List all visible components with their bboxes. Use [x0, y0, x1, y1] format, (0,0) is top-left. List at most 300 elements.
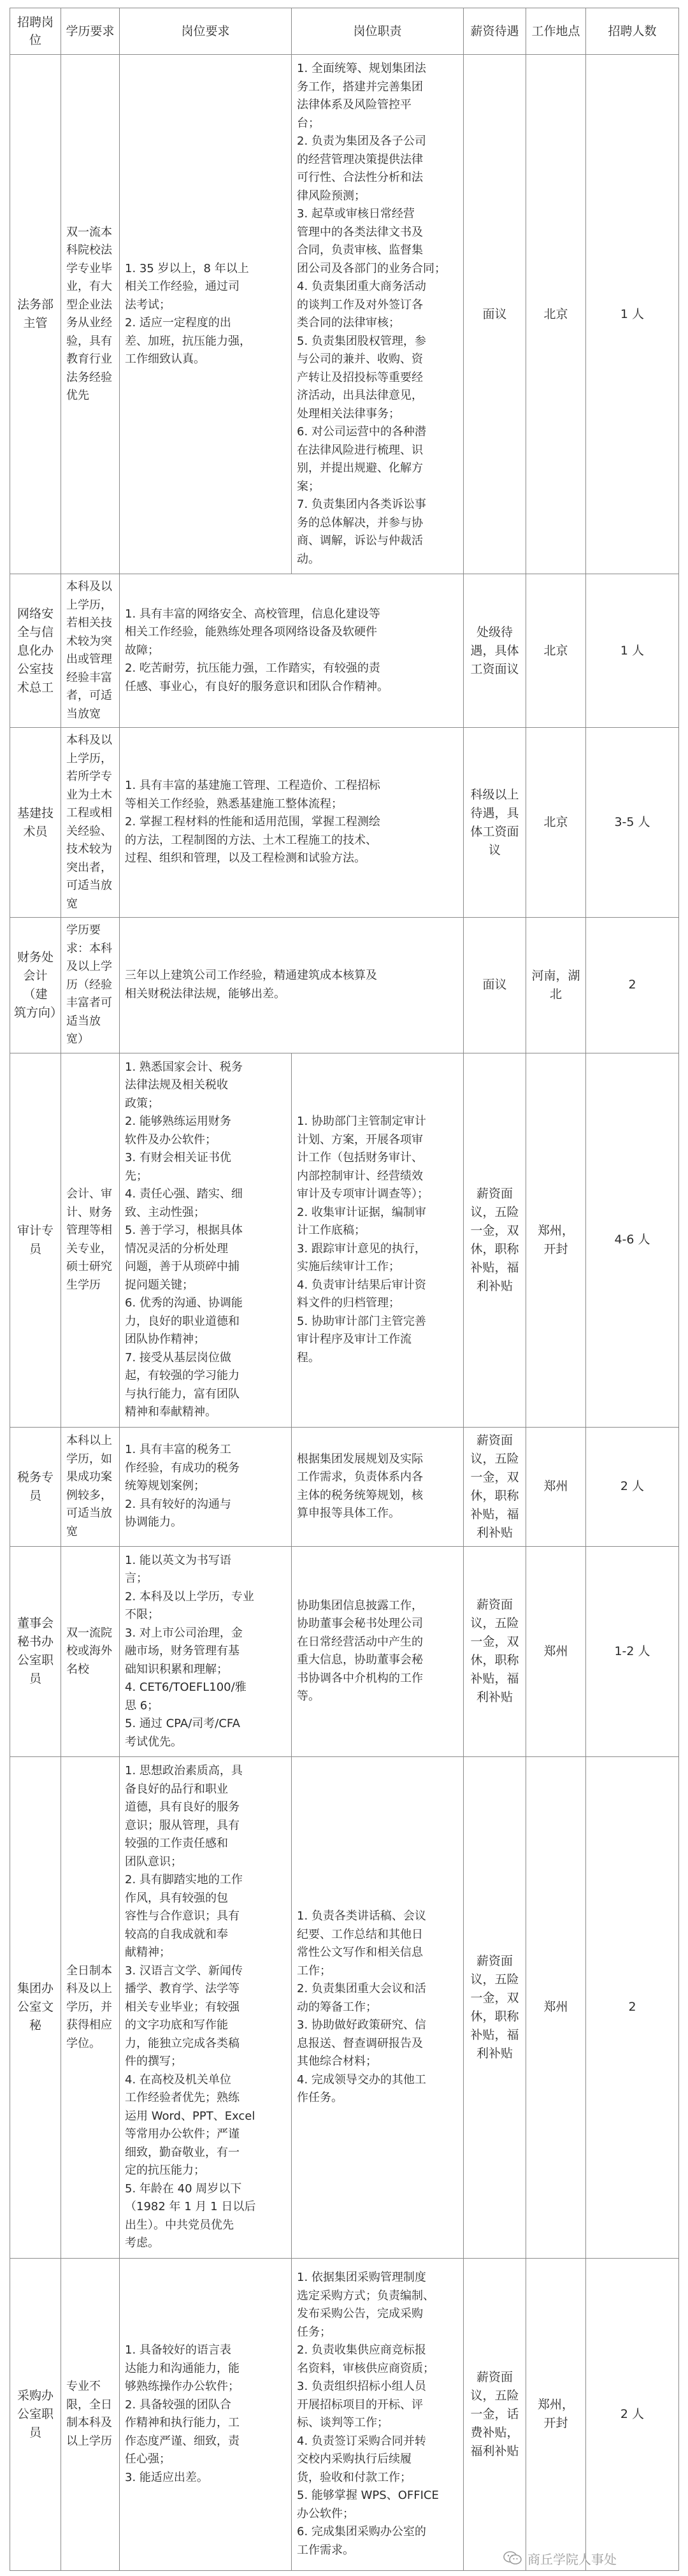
cell-line: 3. 能适应出差。	[125, 2470, 208, 2484]
cell-line: 适当放	[66, 1014, 101, 1028]
cell-duties	[292, 1427, 464, 1546]
cell-line: 处级待	[476, 625, 513, 639]
cell-line: 4. 在高校及机关单位	[125, 2073, 231, 2087]
cell-line: 宽）	[66, 1032, 89, 1046]
cell-line: 管理中的各类法律文书及	[297, 225, 423, 239]
cell-line: 息化办	[17, 643, 54, 658]
cell-line: 2. 负责收集供应商竞标报	[297, 2343, 426, 2357]
cell-line: 郑州	[543, 1479, 568, 1493]
cell-line: 河南，湖	[531, 968, 580, 983]
recruitment-table	[10, 8, 679, 2571]
cell-line: 作风，具有较强的包	[125, 1891, 228, 1905]
cell-line: 政策；	[125, 1096, 159, 1110]
cell-line: 员	[29, 2425, 41, 2440]
cell-line: 公室技	[17, 662, 54, 676]
cell-line: 开封	[543, 2416, 568, 2430]
cell-line: 2. 负责为集团及各子公司	[297, 134, 426, 148]
cell-line: 4. 负责集团重大商务活动	[297, 280, 426, 293]
header-label: 岗位要求	[181, 24, 230, 38]
cell-line: 商、调解，诉讼与仲裁活	[297, 534, 423, 547]
cell-line: 若所学专	[66, 770, 112, 783]
cell-line: 休，职称	[470, 1241, 519, 1256]
cell-line: 面议	[482, 978, 507, 992]
table-row	[10, 2258, 679, 2570]
cell-line: 作态度严谨、细致，责	[125, 2434, 240, 2448]
cell-line: 7. 负责集团内各类诉讼事	[297, 498, 426, 511]
cell-position	[10, 55, 61, 574]
cell-line: 6. 对公司运营中的各种潜	[297, 425, 426, 438]
cell-line: 料文件的归档管理；	[297, 1296, 400, 1310]
cell-line: 科院校法	[66, 243, 112, 257]
cell-line: 学历，如	[66, 1452, 112, 1466]
cell-line: 计、财务	[66, 1205, 112, 1219]
cell-line: 学位。	[66, 2036, 101, 2050]
watermark	[503, 2547, 617, 2570]
cell-line: 动的筹备工作；	[297, 2000, 377, 2014]
cell-duties	[292, 1757, 464, 2259]
cell-position	[10, 728, 61, 918]
cell-line: 体工资面	[470, 824, 519, 839]
cell-line: 容性与合作意识；具有	[125, 1909, 240, 1923]
table-body	[10, 55, 679, 2571]
cell-line: 审计及专项审计调查等）；	[297, 1187, 429, 1201]
cell-line: 利补贴	[476, 1690, 513, 1705]
cell-line: 道德，具有良好的服务	[125, 1800, 240, 1814]
cell-line: 根据集团发展规划及实际	[297, 1452, 423, 1466]
cell-requirements	[120, 55, 292, 574]
cell-line: 休，职称	[470, 1488, 519, 1503]
cell-line: 郑州	[543, 1644, 568, 1658]
cell-line: 达能力和沟通能力，能	[125, 2361, 240, 2375]
cell-count	[586, 1427, 679, 1546]
table-row	[10, 728, 679, 918]
cell-requirements	[120, 1427, 292, 1546]
cell-line: 2. 掌握工程材料的性能和适用范围，掌握工程测绘	[125, 815, 380, 829]
cell-line: 相关专业毕业；有较强	[125, 2000, 240, 2014]
cell-line: 1. 具有丰富的基建施工管理、工程造价、工程招标	[125, 779, 380, 793]
header-label: 工作地点	[531, 24, 580, 38]
cell-line: 5. 负责集团股权管理，参	[297, 334, 426, 348]
cell-line: 郑州	[543, 2000, 568, 2015]
cell-line: 管理等相	[66, 1224, 112, 1237]
cell-line: 力，良好的职业道德和	[125, 1314, 240, 1328]
cell-line: 3. 负责组织招标小组人员	[297, 2380, 426, 2393]
cell-line: 审计程序及审计工作流	[297, 1333, 412, 1346]
cell-line: 法考试；	[125, 298, 171, 312]
cell-line: 术总工	[17, 680, 54, 695]
cell-line: 生学历	[66, 1278, 101, 1292]
cell-location	[526, 918, 586, 1053]
cell-line: 律风险预测；	[297, 189, 366, 203]
cell-line: 议，五险	[470, 1972, 519, 1986]
cell-duties	[292, 55, 464, 574]
cell-line: 开封	[543, 1241, 568, 1256]
cell-line: 北京	[543, 307, 568, 321]
cell-line: 技术较为	[66, 843, 112, 856]
cell-line: 先；	[125, 1169, 148, 1183]
cell-line: 法务经验	[66, 370, 112, 384]
cell-line: 北京	[543, 815, 568, 829]
cell-position	[10, 574, 61, 728]
cell-location	[526, 1757, 586, 2259]
cell-line: 校或海外	[66, 1644, 112, 1658]
cell-line: 与执行能力，富有团队	[125, 1387, 240, 1401]
cell-line: 1-2 人	[614, 1644, 650, 1658]
cell-line: 利补贴	[476, 2046, 513, 2060]
cell-line: 术员	[23, 824, 48, 839]
cell-line: 作经验，有成功的税务	[125, 1461, 240, 1475]
cell-line: 限，全日	[66, 2398, 112, 2412]
cell-line: 融市场，财务管理有基	[125, 1644, 240, 1658]
table-row	[10, 918, 679, 1053]
table-row	[10, 55, 679, 574]
cell-line: 补贴，福	[470, 2027, 519, 2042]
cell-requirements	[120, 1546, 292, 1757]
cell-line: 产转让及招投标等重要经	[297, 370, 423, 384]
cell-line: 差、加班，抗压能力强，	[125, 334, 251, 348]
cell-line: 定的抗压能力；	[125, 2164, 205, 2177]
cell-line: 2 人	[620, 1479, 645, 1493]
cell-line: 问题，善于从琐碎中捕	[125, 1260, 240, 1273]
cell-duties	[292, 1053, 464, 1427]
cell-line: 者，可适	[66, 689, 112, 702]
cell-location	[526, 55, 586, 574]
cell-line: 优先	[66, 389, 89, 402]
cell-line: 计工作底稿；	[297, 1224, 366, 1237]
cell-requirements	[120, 1757, 292, 2259]
cell-position	[10, 918, 61, 1053]
cell-line: 务从业经	[66, 316, 112, 329]
cell-line: 上学历，	[66, 598, 112, 612]
cell-count	[586, 728, 679, 918]
cell-line: 员	[29, 1488, 41, 1503]
cell-line: 相关财税法律法规，能够出差。	[125, 987, 285, 1001]
cell-line: 集团办	[17, 1981, 54, 1996]
cell-line: 法律体系及风险管控平	[297, 98, 412, 112]
cell-count	[586, 1546, 679, 1757]
cell-education	[61, 1546, 120, 1757]
cell-line: 薪资面	[476, 1186, 513, 1201]
cell-education	[61, 2258, 120, 2570]
cell-line: 在法律风险进行梳理、识	[297, 443, 423, 457]
cell-line: 协助董事会秘书处理公司	[297, 1617, 423, 1631]
cell-line: 上学历，	[66, 751, 112, 765]
cell-line: 求：本科	[66, 941, 112, 955]
cell-line: 等相关工作经验，熟悉基建施工整体流程；	[125, 797, 343, 811]
cell-salary	[464, 574, 526, 728]
cell-line: 法务部	[17, 298, 54, 312]
cell-line: 利补贴	[476, 1278, 513, 1293]
cell-line: 福利补贴	[470, 2443, 519, 2458]
header-position	[10, 8, 61, 55]
cell-line: 一金，双	[470, 1470, 519, 1484]
cell-salary	[464, 1053, 526, 1427]
cell-count	[586, 2258, 679, 2570]
cell-line: 作精神和执行能力，工	[125, 2416, 240, 2429]
cell-line: 秘	[29, 2018, 41, 2033]
cell-line: 的文字功底和写作能	[125, 2018, 228, 2032]
cell-line: 3. 协助做好政策研究、信	[297, 2018, 426, 2032]
cell-education	[61, 918, 120, 1053]
cell-line: 相关工作经验，通过司	[125, 280, 240, 293]
cell-line: 5. 协助审计部门主管完善	[297, 1314, 426, 1328]
cell-line: 待遇，具	[470, 806, 519, 820]
cell-line: 1. 35 岁以上，8 年以上	[125, 261, 249, 275]
cell-line: 薪资面	[476, 1433, 513, 1447]
cell-line: 关专业，	[66, 1241, 112, 1255]
cell-requirements	[120, 2258, 292, 2570]
cell-line: 科及以上	[66, 1982, 112, 1995]
cell-line: 三年以上建筑公司工作经验，精通建筑成本核算及	[125, 969, 377, 983]
cell-line: 播学、教育学、法学等	[125, 1982, 240, 1995]
cell-line: 可行性、合法性分析和法	[297, 171, 423, 184]
cell-line: 精神和奉献精神。	[125, 1405, 217, 1419]
cell-line: 其他综合材料；	[297, 2055, 377, 2068]
cell-salary	[464, 728, 526, 918]
cell-line: 补贴，福	[470, 1507, 519, 1521]
cell-position	[10, 1757, 61, 2259]
cell-line: 4. 完成领导交办的其他工	[297, 2073, 426, 2087]
cell-education	[61, 1427, 120, 1546]
cell-line: 4-6 人	[614, 1233, 650, 1247]
cell-line: 一金，双	[470, 1990, 519, 2005]
cell-line: 5. 通过 CPA/司考/CFA	[125, 1717, 240, 1730]
cell-line: 统筹规划案例；	[125, 1479, 205, 1493]
cell-line: 较强的工作责任感和	[125, 1837, 228, 1850]
cell-line: 宽	[66, 897, 78, 911]
cell-line: 台；	[297, 116, 320, 130]
cell-line: 本科以上	[66, 1434, 112, 1447]
cell-line: 算申报等具体工作。	[297, 1507, 400, 1520]
cell-line: 及以上学	[66, 960, 112, 973]
cell-count	[586, 574, 679, 728]
cell-line: 等常用办公软件；严谨	[125, 2127, 240, 2141]
cell-line: 北	[549, 987, 562, 1001]
cell-line: 全与信	[17, 625, 54, 639]
cell-line: 任务；	[297, 2325, 331, 2339]
cell-line: 全日制本	[66, 1964, 112, 1978]
cell-line: 计工作（包括财务审计、	[297, 1151, 423, 1164]
cell-line: 3. 对上市公司治理，金	[125, 1626, 243, 1640]
cell-line: 1 人	[620, 307, 645, 321]
table-row	[10, 1546, 679, 1757]
cell-line: 1. 具有丰富的网络安全、高校管理，信息化建设等	[125, 607, 380, 621]
cell-line: 交校内采购执行后续履	[297, 2452, 412, 2466]
cell-line: 息报送、督查调研报告及	[297, 2036, 423, 2050]
cell-count	[586, 1053, 679, 1427]
cell-education	[61, 1757, 120, 2259]
cell-line: 致、主动性强；	[125, 1205, 205, 1219]
cell-line: 税务专	[17, 1470, 54, 1484]
cell-line: 任心强；	[125, 2452, 171, 2466]
cell-salary	[464, 55, 526, 574]
cell-line: 程。	[297, 1350, 320, 1364]
cell-line: 础知识积累和理解；	[125, 1662, 228, 1676]
cell-line: 工程或相	[66, 806, 112, 820]
cell-line: 验，具有	[66, 334, 112, 348]
cell-line: 发布采购公告，完成采购	[297, 2307, 423, 2320]
header-requirements	[120, 8, 292, 55]
cell-line: 内部控制审计、经营绩效	[297, 1169, 423, 1183]
cell-requirements	[120, 918, 464, 1053]
cell-line: 教育行业	[66, 352, 112, 366]
cell-line: 2. 本科及以上学历，专业	[125, 1589, 254, 1603]
cell-line: 业为土木	[66, 788, 112, 802]
cell-line: 工资面议	[470, 662, 519, 676]
cell-line: 货，验收和付款工作；	[297, 2470, 412, 2484]
cell-line: 议，五险	[470, 1616, 519, 1631]
cell-salary	[464, 1757, 526, 2259]
cell-line: 一金，话	[470, 2406, 519, 2421]
cell-line: 会计（建	[23, 968, 48, 1001]
cell-line: 选定采购方式；负责编制、	[297, 2289, 434, 2303]
cell-requirements	[120, 574, 464, 728]
cell-line: 丰富者可	[66, 996, 112, 1009]
cell-line: 考试优先。	[125, 1735, 182, 1749]
cell-education	[61, 728, 120, 918]
header-row	[10, 8, 679, 55]
cell-line: 4. 负责审计结果后审计资	[297, 1278, 426, 1292]
cell-line: 出或管理	[66, 653, 112, 666]
cell-line: 2	[628, 978, 636, 992]
cell-line: 专业不	[66, 2380, 101, 2393]
cell-line: 硕士研究	[66, 1260, 112, 1273]
cell-line: 1. 协助部门主管制定审计	[297, 1115, 426, 1128]
cell-count	[586, 1757, 679, 2259]
cell-line: 软件及办公软件；	[125, 1132, 217, 1147]
cell-line: 主管	[23, 316, 48, 330]
cell-line: 捉问题关键；	[125, 1278, 194, 1292]
cell-duties	[292, 2258, 464, 2570]
cell-line: 议	[488, 843, 501, 857]
cell-line: 考虑。	[125, 2236, 159, 2250]
cell-line: 故障；	[125, 643, 159, 657]
cell-location	[526, 1053, 586, 1427]
cell-line: 的谈判工作及对外签订各	[297, 298, 423, 312]
cell-line: 学历，并	[66, 2000, 112, 2014]
cell-line: 献精神；	[125, 1946, 171, 1959]
cell-line: 经验丰富	[66, 670, 112, 684]
header-label: 岗位职责	[353, 24, 402, 38]
cell-line: 1 人	[620, 643, 645, 658]
cell-line: 4. 负责签订采购合同并转	[297, 2434, 426, 2448]
cell-line: 薪资面	[476, 2370, 513, 2384]
table-row	[10, 1757, 679, 2259]
cell-education	[61, 574, 120, 728]
cell-line: 言；	[125, 1572, 148, 1585]
cell-line: 筑方向）	[14, 1005, 63, 1020]
cell-line: 面议	[482, 307, 507, 321]
cell-line: 例较多，	[66, 1488, 112, 1502]
cell-line: 2. 具有脚踏实地的工作	[125, 1873, 243, 1886]
cell-line: 术较为突	[66, 634, 112, 648]
cell-location	[526, 1427, 586, 1546]
cell-line: 3. 跟踪审计意见的执行，	[297, 1241, 426, 1255]
cell-line: 议，五险	[470, 1205, 519, 1219]
cell-line: 6. 完成集团采购办公室的	[297, 2525, 426, 2538]
cell-line: 议，五险	[470, 1451, 519, 1466]
cell-line: 4. 责任心强、踏实、细	[125, 1187, 243, 1201]
cell-position	[10, 1053, 61, 1427]
cell-line: 1. 负责各类讲话稿、会议	[297, 1909, 426, 1923]
cell-line: 2. 具有较好的沟通与	[125, 1497, 231, 1511]
cell-line: 4. CET6/TOEFL100/雅	[125, 1681, 247, 1694]
cell-line: 2. 适应一定程度的出	[125, 316, 231, 329]
cell-line: 关经验、	[66, 824, 112, 838]
cell-line: 备良好的品行和职业	[125, 1782, 228, 1796]
cell-line: 北京	[543, 643, 568, 658]
cell-line: 处理相关法律事务；	[297, 407, 400, 421]
cell-line: 宽	[66, 1524, 78, 1538]
cell-line: 力，能独立完成各类稿	[125, 2036, 240, 2050]
cell-line: 采购办	[17, 2388, 54, 2403]
cell-position	[10, 1427, 61, 1546]
cell-line: 2. 收集审计证据，编制审	[297, 1205, 426, 1219]
cell-line: 遇，具体	[470, 643, 519, 658]
cell-line: 工作；	[297, 1964, 331, 1978]
cell-line: 件的撰写；	[125, 2055, 182, 2068]
cell-line: 薪资面	[476, 1598, 513, 1612]
cell-line: 1. 熟悉国家会计、税务	[125, 1060, 243, 1074]
cell-line: 审计专	[17, 1223, 54, 1238]
cell-line: 补贴，福	[470, 1672, 519, 1686]
cell-line: 历（经验	[66, 978, 112, 992]
cell-line: 工作细致认真。	[125, 352, 205, 366]
cell-salary	[464, 1546, 526, 1757]
cell-count	[586, 918, 679, 1053]
header-salary	[464, 8, 526, 55]
cell-line: 协助集团信息披露工作，	[297, 1598, 423, 1612]
header-label: 招聘人数	[608, 24, 657, 38]
cell-line: 一金，双	[470, 1223, 519, 1238]
cell-line: 本科及以	[66, 734, 112, 747]
cell-line: 意识；服从管理，具有	[125, 1818, 240, 1832]
cell-line: 6. 优秀的沟通、协调能	[125, 1296, 243, 1310]
cell-line: 公室职	[17, 2406, 54, 2421]
cell-line: 费补贴，	[470, 2425, 519, 2440]
cell-requirements	[120, 728, 464, 918]
cell-line: 协调能力。	[125, 1516, 182, 1530]
cell-line: 郑州，	[537, 2398, 574, 2412]
cell-line: 相关工作经验，能熟练处理各项网络设备及软硬件	[125, 625, 377, 639]
cell-line: 工作需求。	[297, 2543, 354, 2557]
cell-line: 1. 依据集团采购管理制度	[297, 2271, 426, 2284]
cell-line: 网络安	[17, 606, 54, 621]
cell-line: 1. 具备较好的语言表	[125, 2343, 231, 2357]
cell-location	[526, 574, 586, 728]
cell-line: 双一流本	[66, 225, 112, 239]
watermark-text: 商丘学院人事处	[527, 2551, 617, 2567]
cell-line: 法律法规及相关税收	[125, 1078, 228, 1092]
cell-line: 名校	[66, 1662, 89, 1676]
cell-line: 2 人	[620, 2406, 645, 2421]
cell-line: 出生）。中共党员优先	[125, 2218, 234, 2232]
cell-line: 务工作，搭建并完善集团	[297, 80, 423, 94]
cell-line: 休，职称	[470, 2009, 519, 2023]
cell-line: 思 6；	[125, 1698, 159, 1712]
cell-salary	[464, 2258, 526, 2570]
cell-line: 利补贴	[476, 1525, 513, 1540]
cell-line: 财务处	[17, 950, 54, 964]
cell-line: 2	[628, 2000, 636, 2015]
cell-line: 补贴，福	[470, 1260, 519, 1275]
cell-line: 获得相应	[66, 2018, 112, 2032]
cell-line: 开展招标项目的开标、评	[297, 2398, 423, 2412]
cell-line: 不限；	[125, 1608, 159, 1621]
cell-line: 制本科及	[66, 2416, 112, 2429]
cell-line: 工作需求，负责体系内各	[297, 1470, 423, 1484]
table-row	[10, 1427, 679, 1546]
